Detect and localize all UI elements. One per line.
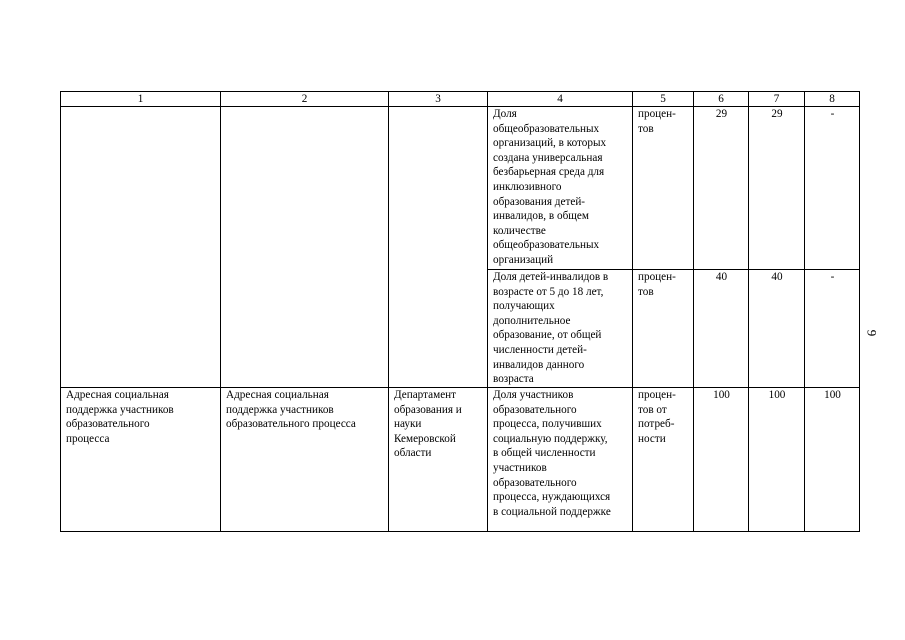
table-cell-program: Адресная социальная поддержка участников образовательного процесса <box>61 388 221 532</box>
table-row <box>61 107 860 270</box>
table-cell-measure <box>221 107 389 388</box>
table-cell-value-8: 100 <box>805 388 860 532</box>
table-cell-unit: процен- тов от потреб- ности <box>633 388 694 532</box>
table-cell-value-6: 29 <box>694 107 749 270</box>
table-cell-measure: Адресная социальная поддержка участников образовательного процесса <box>221 388 389 532</box>
table-cell-unit: процен- тов <box>633 270 694 388</box>
column-header-7: 7 <box>749 92 805 107</box>
table-cell-unit: процен- тов <box>633 107 694 270</box>
column-header-4: 4 <box>488 92 633 107</box>
page-number: 9 <box>864 329 880 337</box>
column-header-3: 3 <box>389 92 488 107</box>
column-header-8: 8 <box>805 92 860 107</box>
column-header-6: 6 <box>694 92 749 107</box>
table-cell-indicator: Доля детей-инвалидов в возрасте от 5 до 18 лет, получающих дополнительное образование, от общей численности детей- инвалидов данного возраста <box>488 270 633 388</box>
table-header-row <box>61 92 860 107</box>
table-cell-value-8: - <box>805 107 860 270</box>
table-cell-program <box>61 107 221 388</box>
table-cell-value-7: 100 <box>749 388 805 532</box>
table-cell-indicator: Доля участников образовательного процесса, получивших социальную поддержку, в общей численности участников образовательного процесса, нуждающихся в социальной поддержке <box>488 388 633 532</box>
column-header-2: 2 <box>221 92 389 107</box>
table-cell-value-6: 40 <box>694 270 749 388</box>
table-cell-executor <box>389 107 488 388</box>
column-header-5: 5 <box>633 92 694 107</box>
table-cell-value-7: 29 <box>749 107 805 270</box>
table-cell-value-7: 40 <box>749 270 805 388</box>
table-cell-value-8: - <box>805 270 860 388</box>
program-table <box>60 91 860 532</box>
table-cell-value-6: 100 <box>694 388 749 532</box>
table-cell-executor: Департамент образования и науки Кемеровской области <box>389 388 488 532</box>
table-row <box>61 388 860 532</box>
column-header-1: 1 <box>61 92 221 107</box>
table-cell-indicator: Доля общеобразовательных организаций, в которых создана универсальная безбарьерная среда для инклюзивного образования детей- инвалидов, в общем количестве общеобразовательных организаций <box>488 107 633 270</box>
